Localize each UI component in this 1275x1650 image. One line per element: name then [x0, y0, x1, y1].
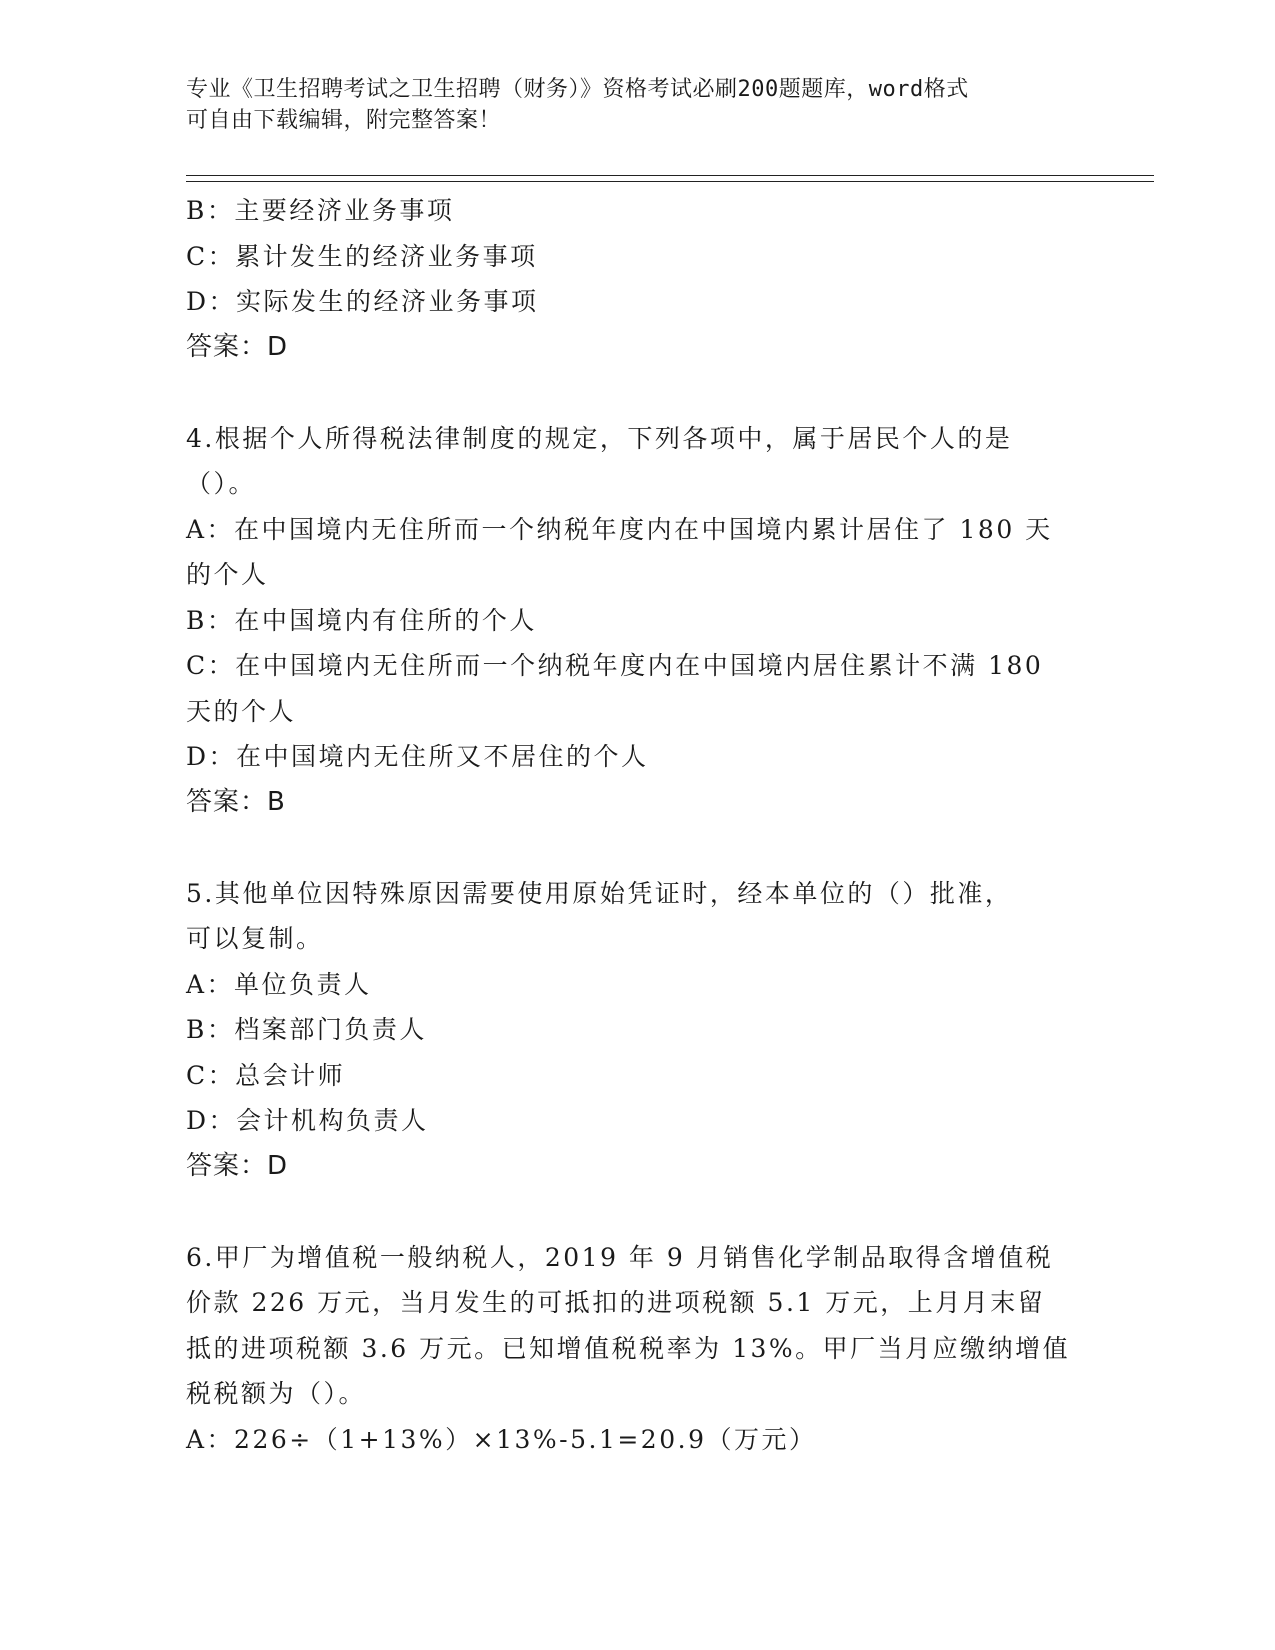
option-a-cont: 的个人 [186, 560, 269, 589]
option-b: B：主要经济业务事项 [186, 196, 455, 225]
question-stem: 4.根据个人所得税法律制度的规定，下列各项中，属于居民个人的是 [186, 423, 1013, 453]
option-b: B：在中国境内有住所的个人 [186, 605, 537, 635]
answer: 答案：D [186, 331, 289, 362]
question-stem-cont: 抵的进项税额 3.6 万元。已知增值税税率为 13%。甲厂当月应缴纳增值 [186, 1333, 1071, 1363]
answer: 答案：B [186, 786, 286, 817]
header-rule-bottom [186, 181, 1154, 182]
question-5 [186, 871, 1086, 1190]
question-stem-cont: 税税额为（）。 [186, 1379, 367, 1408]
header-line-2: 可自由下载编辑，附完整答案！ [186, 108, 502, 133]
option-d: D：会计机构负责人 [186, 1106, 429, 1135]
answer: 答案：D [186, 1150, 289, 1181]
option-a: A：226÷（1+13%）×13%-5.1=20.9（万元） [186, 1424, 817, 1454]
document-body [186, 188, 1086, 1462]
question-stem-cont: （）。 [186, 469, 257, 498]
document-header [186, 74, 1066, 136]
option-a: A：单位负责人 [186, 969, 372, 999]
question-stem: 5.其他单位因特殊原因需要使用原始凭证时，经本单位的（）批准， [186, 878, 1013, 908]
option-c: C：累计发生的经济业务事项 [186, 241, 538, 271]
option-c: C：在中国境内无住所而一个纳税年度内在中国境内居住累计不满 180 [186, 651, 1044, 680]
option-c-cont: 天的个人 [186, 696, 297, 726]
question-4 [186, 416, 1086, 826]
question-6 [186, 1235, 1086, 1463]
option-d: D：实际发生的经济业务事项 [186, 287, 539, 316]
question-stem-cont: 可以复制。 [186, 924, 324, 953]
header-line-1: 专业《卫生招聘考试之卫生招聘（财务）》资格考试必刷200题题库，word格式 [186, 77, 969, 102]
option-b: B：档案部门负责人 [186, 1015, 427, 1044]
option-d: D：在中国境内无住所又不居住的个人 [186, 742, 649, 771]
question-stem: 6.甲厂为增值税一般纳税人，2019 年 9 月销售化学制品取得含增值税 [186, 1242, 1054, 1272]
option-a: A：在中国境内无住所而一个纳税年度内在中国境内累计居住了 180 天 [186, 514, 1053, 544]
option-c: C：总会计师 [186, 1060, 346, 1090]
header-rule-top [186, 175, 1154, 176]
spacer [186, 1189, 1086, 1235]
question-stem-cont: 价款 226 万元，当月发生的可抵扣的进项税额 5.1 万元，上月月末留 [186, 1288, 1046, 1317]
spacer [186, 825, 1086, 871]
question-3 [186, 188, 1086, 370]
spacer [186, 370, 1086, 416]
